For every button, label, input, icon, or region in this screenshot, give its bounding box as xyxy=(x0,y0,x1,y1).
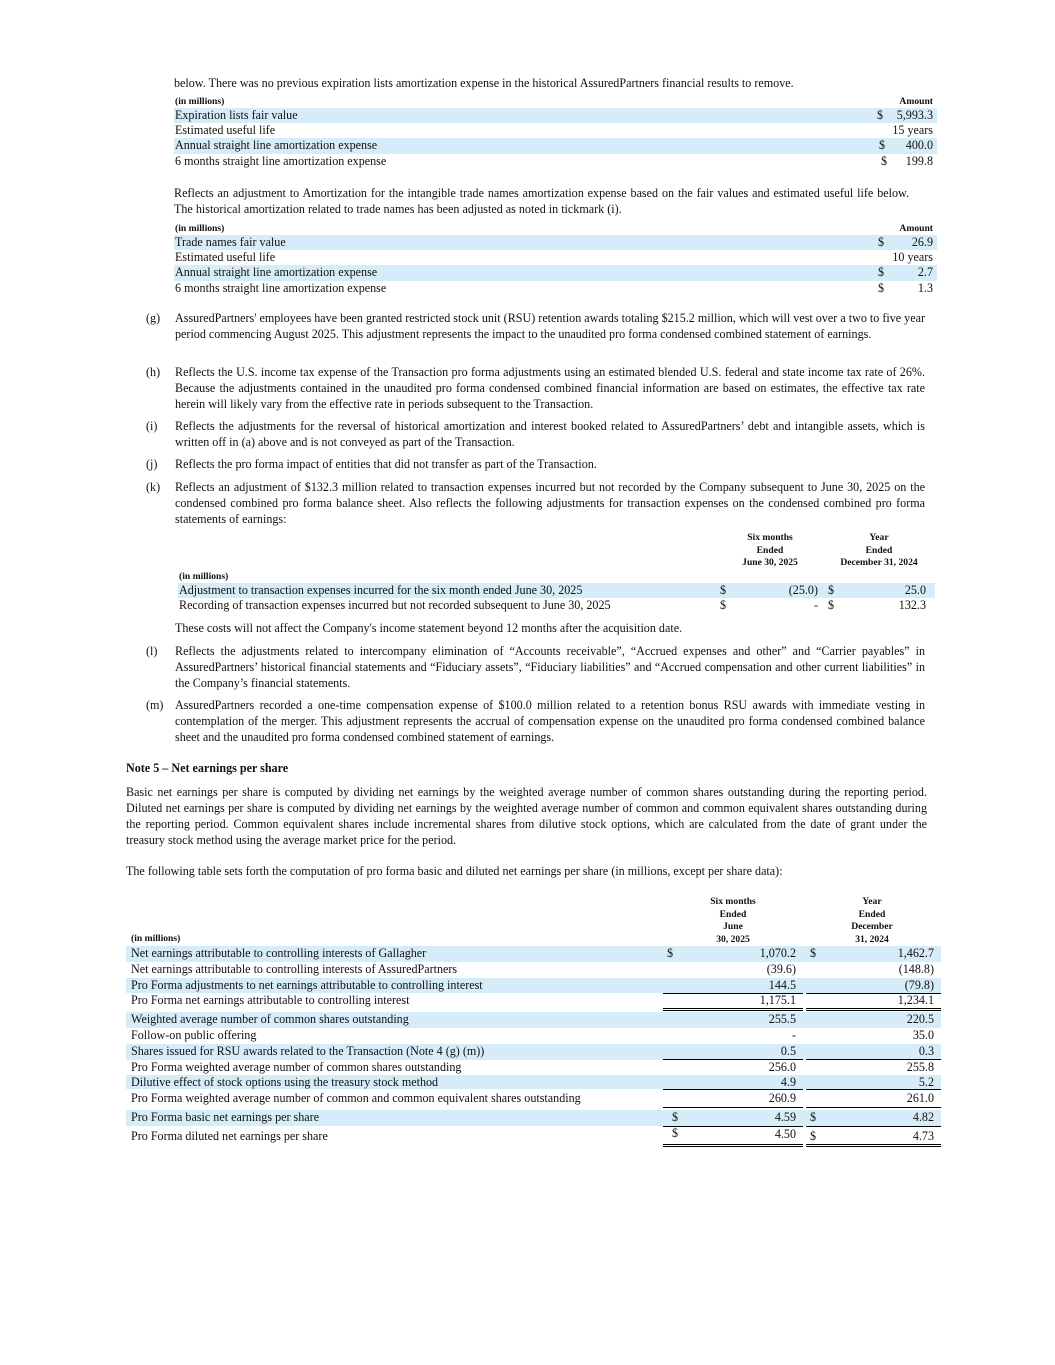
col-label: (in millions) xyxy=(179,571,229,582)
currency-symbol: $ xyxy=(878,235,885,249)
row-value: 199.8 xyxy=(905,153,933,168)
header-line: Year xyxy=(862,896,882,907)
value-six-months: 144.5 xyxy=(768,977,796,992)
header-line: 30, 2025 xyxy=(716,933,750,945)
currency-symbol: $ xyxy=(878,265,885,280)
currency-symbol: $ xyxy=(810,946,817,960)
row-label: Annual straight line amortization expense xyxy=(175,138,378,153)
note-letter: (j) xyxy=(146,457,158,471)
value-six-months: 260.9 xyxy=(768,1091,796,1106)
value-six-months: 4.50 xyxy=(774,1126,796,1141)
col-label: (in millions) xyxy=(175,96,225,107)
row-label: 6 months straight line amortization expense xyxy=(175,280,387,295)
value-six-months: 1,070.2 xyxy=(759,946,796,960)
table-row xyxy=(174,138,937,153)
row-value: 5,993.3 xyxy=(896,108,933,122)
header-line: June xyxy=(723,921,743,932)
header-line: December 31, 2024 xyxy=(840,557,918,568)
table-row xyxy=(174,108,937,123)
header-line: June 30, 2025 xyxy=(742,557,798,568)
note-text: Reflects the pro forma impact of entities that did not transfer as part of the Transaction. xyxy=(175,457,597,471)
row-label: Shares issued for RSU awards related to the Transaction (Note 4 (g) (m)) xyxy=(131,1043,485,1058)
table-header xyxy=(126,932,941,946)
header-line: 31, 2024 xyxy=(855,933,889,945)
value-year: 1,462.7 xyxy=(897,946,934,960)
value-six-months: (39.6) xyxy=(766,961,796,976)
table-row xyxy=(174,154,937,169)
note-k xyxy=(146,479,925,527)
table-row xyxy=(126,1110,941,1126)
table-row xyxy=(126,946,941,962)
value-year: 255.8 xyxy=(906,1059,934,1074)
currency-symbol: $ xyxy=(720,583,727,597)
currency-symbol: $ xyxy=(878,280,885,295)
eps-table xyxy=(126,932,941,1145)
row-value: 10 years xyxy=(892,250,933,265)
col-amount: Amount xyxy=(899,223,933,234)
note5-heading: Note 5 – Net earnings per share xyxy=(126,761,289,775)
note-letter: (i) xyxy=(146,419,158,433)
table-row xyxy=(174,123,937,138)
header-line: Ended xyxy=(865,544,893,556)
value-year: (79.8) xyxy=(904,977,934,992)
value-six-months: 0.5 xyxy=(780,1043,796,1058)
row-value: 2.7 xyxy=(917,265,933,280)
subtotal-rule xyxy=(806,1107,941,1108)
value-year: 132.3 xyxy=(898,598,926,613)
row-value: 26.9 xyxy=(911,235,933,249)
table-row xyxy=(126,1060,941,1076)
row-label: Pro Forma weighted average number of common and common equivalent shares outstanding xyxy=(131,1091,581,1106)
table-row xyxy=(126,1028,941,1044)
note-letter: (h) xyxy=(146,365,161,379)
currency-symbol: $ xyxy=(672,1110,679,1125)
row-label: Pro Forma weighted average number of common shares outstanding xyxy=(131,1059,462,1074)
header-line: Ended xyxy=(756,544,784,556)
row-label: Weighted average number of common shares outstanding xyxy=(131,1012,409,1027)
note-h xyxy=(146,364,925,412)
row-label: Pro Forma adjustments to net earnings attributable to controlling interest xyxy=(131,977,483,992)
intro-line: below. There was no previous expiration lists amortization expense in the historical AssuredPartners financial results to remove. xyxy=(174,76,794,90)
table-row xyxy=(174,281,937,296)
transaction-expenses-table xyxy=(178,570,935,613)
header-line: Six months xyxy=(710,896,756,907)
note-j xyxy=(146,456,925,472)
note-letter: (g) xyxy=(146,311,161,325)
value-six-months: 1,175.1 xyxy=(759,993,796,1008)
trade-names-paragraph: Reflects an adjustment to Amortization for the intangible trade names amortization expense based on the fair values and estimated useful life below. The historical amortization related to trade names has been adjusted as noted in tickmark (i). xyxy=(174,186,909,216)
row-label: 6 months straight line amortization expense xyxy=(175,153,387,168)
value-year: 5.2 xyxy=(918,1075,934,1090)
row-label: Annual straight line amortization expense xyxy=(175,265,378,280)
note-l xyxy=(146,643,925,691)
subtotal-rule xyxy=(663,1089,803,1090)
note-letter: (m) xyxy=(146,698,164,712)
row-label: Recording of transaction expenses incurred but not recorded subsequent to June 30, 2025 xyxy=(179,598,611,613)
value-year: 4.82 xyxy=(912,1110,934,1125)
row-label: Pro Forma net earnings attributable to controlling interest xyxy=(131,993,410,1008)
table-header xyxy=(178,570,935,583)
currency-symbol: $ xyxy=(810,1110,817,1125)
table-row xyxy=(178,583,935,598)
currency-symbol: $ xyxy=(810,1128,817,1143)
value-year: 220.5 xyxy=(906,1012,934,1027)
table-row xyxy=(126,1075,941,1089)
col-amount: Amount xyxy=(899,96,933,107)
row-label: Dilutive effect of stock options using the treasury stock method xyxy=(131,1075,439,1090)
row-label: Adjustment to transaction expenses incurred for the six month ended June 30, 2025 xyxy=(179,583,583,597)
value-year: 261.0 xyxy=(906,1091,934,1106)
row-value: 1.3 xyxy=(917,280,933,295)
row-label: Follow-on public offering xyxy=(131,1027,257,1042)
currency-symbol: $ xyxy=(672,1125,679,1140)
table-row xyxy=(126,1044,941,1060)
table-row xyxy=(126,962,941,978)
col-label: (in millions) xyxy=(175,223,225,234)
note-text: Reflects the U.S. income tax expense of the Transaction pro forma adjustments using an estimated blended U.S. federal and state income tax rate of 26%. Because the adjustments contained in the unaudited pro forma condensed combined financial information are based on estimates, the effective tax rate herein will likely vary from the effective rate in periods subsequent to the Transaction. xyxy=(175,365,925,411)
value-year: 25.0 xyxy=(904,583,926,597)
header-line: Ended xyxy=(858,908,886,920)
note-letter: (l) xyxy=(146,644,158,658)
note-text: AssuredPartners recorded a one-time compensation expense of $100.0 million related to a retention bonus RSU awards with immediate vesting in contemplation of the merger. This adjustment represents the accrual of compensation expense on the unaudited pro forma condensed combined balance sheet and the unaudited pro forma condensed combined statement of earnings. xyxy=(175,698,925,744)
k-col2-header xyxy=(829,532,929,570)
value-six-months: - xyxy=(791,1027,796,1042)
k-col1-header xyxy=(724,532,816,570)
k-footnote: These costs will not affect the Company's income statement beyond 12 months after the acquisition date. xyxy=(175,621,683,635)
header-line: Year xyxy=(869,532,889,543)
note-text: Reflects the adjustments for the reversal of historical amortization and interest booked related to AssuredPartners’ debt and intangible assets, which is written off in (a) above and is not conveyed as part of the Transaction. xyxy=(175,419,925,449)
note-text: Reflects the adjustments related to intercompany elimination of “Accounts receivable”, “Accrued expenses and other” and “Carrier payables” in AssuredPartners’ historical financial statements and “Fiduciary assets”, “Fiduciary liabilities” and “Accrued compensation and other current liabilities” in the Company’s financial statements. xyxy=(175,644,925,690)
row-value: 15 years xyxy=(892,123,933,138)
row-label: Net earnings attributable to controlling interests of Gallagher xyxy=(131,946,427,960)
subtotal-rule xyxy=(663,1107,803,1108)
value-six-months: 4.59 xyxy=(774,1110,796,1125)
header-line: December xyxy=(851,921,893,932)
currency-symbol: $ xyxy=(828,598,835,613)
note-i xyxy=(146,418,925,450)
row-label: Estimated useful life xyxy=(175,123,276,138)
value-six-months: 255.5 xyxy=(768,1012,796,1027)
expiration-lists-table xyxy=(174,95,937,169)
value-six-months: 4.9 xyxy=(780,1075,796,1090)
value-year: 1,234.1 xyxy=(897,993,934,1008)
currency-symbol: $ xyxy=(881,153,888,168)
row-label: Trade names fair value xyxy=(175,235,286,249)
value-six-months: - xyxy=(813,598,818,613)
total-rule xyxy=(806,1144,941,1147)
value-six-months: (25.0) xyxy=(788,583,818,597)
table-row xyxy=(126,1012,941,1028)
table-row xyxy=(174,235,937,250)
col-label: (in millions) xyxy=(131,933,181,944)
table-row xyxy=(126,978,941,994)
row-label: Estimated useful life xyxy=(175,250,276,265)
currency-symbol: $ xyxy=(828,583,835,597)
row-label: Net earnings attributable to controlling interests of AssuredPartners xyxy=(131,961,458,976)
table-header xyxy=(174,222,937,235)
subtotal-rule xyxy=(806,1126,941,1127)
note5-paragraph: Basic net earnings per share is computed by dividing net earnings by the weighted average number of common shares outstanding during the reporting period. Diluted net earnings per share is computed by dividing net earnings by the weighted average number of common and common equivalent shares outstanding during the reporting period. Common equivalent shares include incremental shares from dilutive stock options, which are calculated from the date of grant under the treasury stock method using the average market price for the period. xyxy=(126,785,927,847)
table-row xyxy=(178,598,935,613)
value-year: 0.3 xyxy=(918,1043,934,1058)
note5-table-intro: The following table sets forth the computation of pro forma basic and diluted net earnings per share (in millions, except per share data): xyxy=(126,864,783,878)
table-row xyxy=(126,993,941,1009)
note-g xyxy=(146,310,925,358)
note-letter: (k) xyxy=(146,480,161,494)
currency-symbol: $ xyxy=(720,598,727,613)
note-text: AssuredPartners' employees have been granted restricted stock unit (RSU) retention awards totaling $215.2 million, which will vest over a two to five year period commencing August 2025. This adjustment represents the impact to the unaudited pro forma condensed combined statement of earnings. xyxy=(175,311,925,341)
value-year: 35.0 xyxy=(912,1027,934,1042)
row-label: Pro Forma basic net earnings per share xyxy=(131,1110,320,1125)
table-row xyxy=(126,1091,941,1107)
row-label: Pro Forma diluted net earnings per share xyxy=(131,1128,328,1143)
value-year: (148.8) xyxy=(898,961,934,976)
total-rule xyxy=(663,1144,803,1147)
header-line: Six months xyxy=(747,532,793,543)
note-text: Reflects an adjustment of $132.3 million related to transaction expenses incurred but not recorded by the Company subsequent to June 30, 2025 on the condensed combined pro forma balance sheet. Also reflects the following adjustments for transaction expenses on the condensed combined pro forma statements of earnings: xyxy=(175,480,925,526)
table-row xyxy=(174,265,937,280)
table-row xyxy=(174,250,937,265)
total-rule xyxy=(663,1008,803,1011)
trade-names-table xyxy=(174,222,937,296)
currency-symbol: $ xyxy=(879,138,886,153)
total-rule xyxy=(806,1008,941,1011)
table-header xyxy=(174,95,937,108)
subtotal-rule xyxy=(806,1089,941,1090)
value-six-months: 256.0 xyxy=(768,1059,796,1074)
value-year: 4.73 xyxy=(912,1128,934,1143)
currency-symbol: $ xyxy=(877,108,884,122)
note-m xyxy=(146,697,925,745)
header-line: Ended xyxy=(719,908,747,920)
currency-symbol: $ xyxy=(667,946,674,960)
table-row xyxy=(126,1125,941,1145)
row-value: 400.0 xyxy=(905,138,933,153)
row-label: Expiration lists fair value xyxy=(175,108,298,122)
